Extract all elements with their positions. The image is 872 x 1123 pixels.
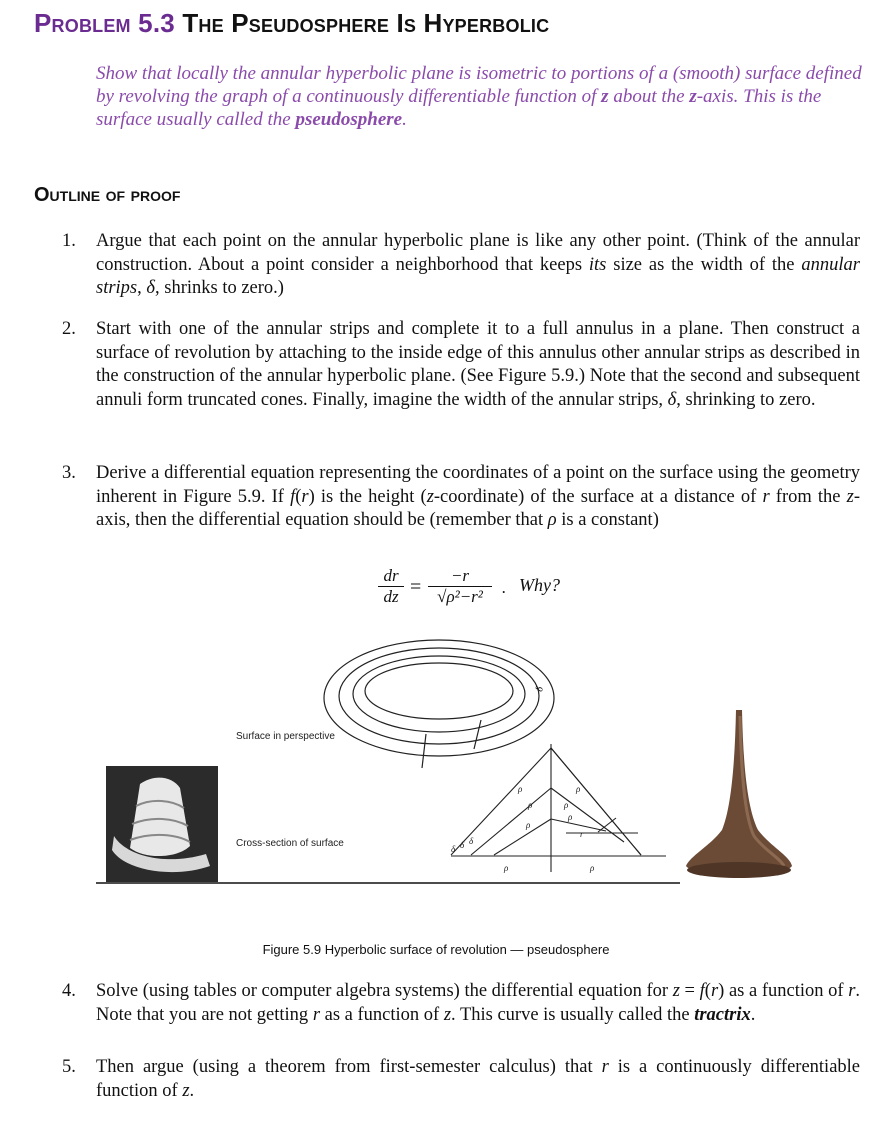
statement-var-z: z [601,86,609,107]
rhs-numerator: −r [428,566,492,587]
rho-label: ρ [504,863,509,873]
statement-term-pseudosphere: pseudosphere [295,109,403,130]
item-text: Then argue (using a theorem from first-semester calculus) that r is a continuously differentiable function of z. [96,1057,861,1101]
rho-label: ρ [590,863,595,873]
delta-label: δ [469,836,474,846]
delta-label-top: δ [534,686,546,693]
item-number: 4. [62,981,76,1001]
label-cross-section: Cross-section of surface [236,838,344,849]
outline-item-4 [62,980,860,1027]
outline-heading [34,184,180,207]
rhs-denominator: √ρ²−r² [437,587,483,606]
label-surface-perspective: Surface in perspective [236,731,335,742]
annulus-rings [324,640,554,768]
rho-label: ρ [568,812,573,822]
figure-caption: Figure 5.9 Hyperbolic surface of revolution — pseudosphere [262,942,610,957]
delta-label: δ [451,844,456,854]
differential-equation [378,566,698,612]
statement-text: about the [608,86,690,107]
lhs-numerator: dr [378,566,404,587]
equals-sign: = [410,576,422,598]
delta-label: δ [460,840,465,850]
outline-item-1 [62,230,860,301]
problem-title-text: The Pseudosphere Is Hyperbolic [182,8,550,38]
outline-heading-text: Outline of proof [34,184,181,206]
cross-section [451,744,666,872]
statement-text: -axis. This is the surface usually called the [96,86,822,130]
rho-label: ρ [526,820,531,830]
problem-number: Problem 5.3 [34,8,175,38]
equation-why: Why? [519,575,560,595]
item-text: Argue that each point on the annular hyperbolic plane is like any other point. (Think of the annular construction. About a point consider a neighborhood that keeps its size as the width of the annular strips, δ, shrinks to zero.) [96,231,860,298]
item-number: 1. [62,231,76,251]
statement-var-z: z [689,86,697,107]
problem-statement [96,62,866,131]
statement-text: Show that locally the annular hyperbolic plane is isometric to portions of a (smooth) surface defined by revolving the graph of a continuously differentiable function of [96,63,862,107]
lhs-denominator: dz [383,587,399,606]
item-text: Derive a differential equation representing the coordinates of a point on the surface using the geometry inherent in Figure 5.9. If f(r) is the height (z-coordinate) of the surface at a distance of r from the z-axis, then the differential equation should be (remember that ρ is a constant) [96,463,861,530]
r-label: r [580,829,584,839]
outline-item-2 [62,318,860,412]
problem-title [34,8,549,39]
lhs-fraction [378,566,404,607]
rhs-radicand: ρ²−r² [446,587,483,606]
outline-item-3 [62,462,860,533]
rho-label: ρ [564,800,569,810]
outline-item-5 [62,1056,860,1103]
item-number: 2. [62,319,76,339]
item-number: 3. [62,463,76,483]
statement-text: . [402,109,407,130]
rho-label: ρ [518,784,523,794]
paper-model-photo [106,766,218,882]
rho-label: ρ [576,784,581,794]
item-text: Solve (using tables or computer algebra systems) the differential equation for z = f(r) as a function of r. Note that you are not getting r as a function of z. This curve is usually called the tractrix. [96,981,861,1025]
item-text: Start with one of the annular strips and complete it to a full annulus in a plane. Then construct a surface of revolution by attaching to the inside edge of this annulus other annular strips as described in the construction of the annular hyperbolic plane. (See Figure 5.9.) Note that the second and subsequent annuli form truncated cones. Finally, imagine the width of the annular strips, δ, shrinking to zero. [96,319,860,410]
equation-dot: . [502,578,507,597]
item-number: 5. [62,1057,76,1077]
rhs-fraction [428,566,492,607]
rho-label: ρ [528,800,533,810]
pseudosphere-photo [680,706,798,884]
